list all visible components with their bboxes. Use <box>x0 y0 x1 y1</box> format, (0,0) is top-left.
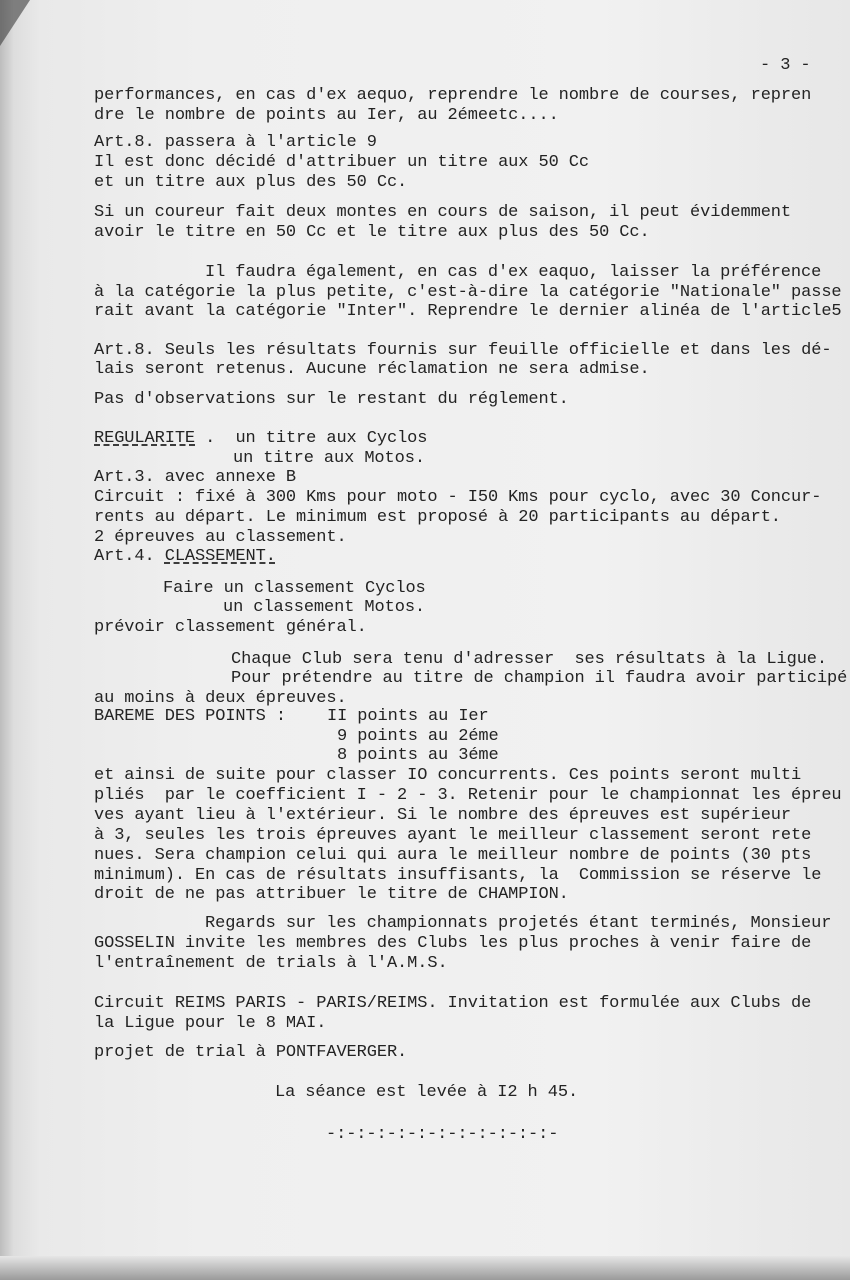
text-line: à 3, seules les trois épreuves ayant le meilleur classement seront rete <box>94 826 812 845</box>
regularite-heading <box>94 429 427 449</box>
text-line: avoir le titre en 50 Cc et le titre aux plus des 50 Cc. <box>94 223 650 242</box>
bareme-row: 8 points au 3éme <box>337 746 499 765</box>
text-line: Circuit : fixé à 300 Kms pour moto - I50 Kms pour cyclo, avec 30 Concur- <box>94 488 822 507</box>
text-line: nues. Sera champion celui qui aura le meilleur nombre de points (30 pts <box>94 846 812 865</box>
text-line: 2 épreuves au classement. <box>94 528 347 547</box>
text-line: Il est donc décidé d'attribuer un titre aux 50 Cc <box>94 153 589 172</box>
text-line: minimum). En cas de résultats insuffisants, la Commission se réserve le <box>94 866 822 885</box>
text-line: rait avant la catégorie "Inter". Reprendre le dernier alinéa de l'article5 <box>94 302 842 321</box>
text-line: droit de ne pas attribuer le titre de CHAMPION. <box>94 885 569 904</box>
text-line: l'entraînement de trials à l'A.M.S. <box>94 954 448 973</box>
text-line: dre le nombre de points au Ier, au 2émeetc.... <box>94 106 559 125</box>
classement-title: CLASSEMENT. <box>164 547 276 566</box>
text-line: Pour prétendre au titre de champion il faudra avoir participé <box>231 669 848 688</box>
bareme-row: II points au Ier <box>327 707 489 726</box>
text-line: prévoir classement général. <box>94 618 367 637</box>
text-line: Art.8. Seuls les résultats fournis sur feuille officielle et dans les dé- <box>94 341 832 360</box>
text-line: GOSSELIN invite les membres des Clubs les plus proches à venir faire de <box>94 934 812 953</box>
text-line: Art.8. passera à l'article 9 <box>94 133 377 152</box>
bareme-heading: BAREME DES POINTS : <box>94 707 286 726</box>
text-line: pliés par le coefficient I - 2 - 3. Retenir pour le championnat les épreu <box>94 786 842 805</box>
text-line: et un titre aux plus des 50 Cc. <box>94 173 408 192</box>
text-line: et ainsi de suite pour classer IO concurrents. Ces points seront multi <box>94 766 802 785</box>
text-line: à la catégorie la plus petite, c'est-à-dire la catégorie "Nationale" passe <box>94 283 842 302</box>
text-line: Faire un classement Cyclos <box>163 579 426 598</box>
page-number: - 3 - <box>760 56 811 75</box>
text-line: la Ligue pour le 8 MAI. <box>94 1014 327 1033</box>
regularite-heading-title: REGULARITE <box>94 429 196 448</box>
text-line: un classement Motos. <box>223 598 426 617</box>
page-bottom-edge <box>0 1256 850 1280</box>
classement-heading <box>94 547 276 567</box>
classement-article: Art.4. <box>94 547 165 566</box>
paper-edge-shadow <box>0 0 14 1280</box>
text-line: performances, en cas d'ex aequo, reprendre le nombre de courses, repren <box>94 86 812 105</box>
text-line: Pas d'observations sur le restant du réglement. <box>94 390 569 409</box>
text-line: Chaque Club sera tenu d'adresser ses résultats à la Ligue. <box>231 650 827 669</box>
regularite-heading-rest: . un titre aux Cyclos <box>195 429 428 448</box>
text-line: un titre aux Motos. <box>233 449 425 468</box>
text-line: au moins à deux épreuves. <box>94 689 347 708</box>
text-line: ves ayant lieu à l'extérieur. Si le nombre des épreuves est supérieur <box>94 806 792 825</box>
text-line: Si un coureur fait deux montes en cours de saison, il peut évidemment <box>94 203 792 222</box>
closing-separator: -:-:-:-:-:-:-:-:-:-:-:- <box>326 1125 559 1144</box>
text-line: Circuit REIMS PARIS - PARIS/REIMS. Invitation est formulée aux Clubs de <box>94 994 812 1013</box>
text-line: lais seront retenus. Aucune réclamation ne sera admise. <box>94 360 650 379</box>
bareme-row: 9 points au 2éme <box>337 727 499 746</box>
text-line: Il faudra également, en cas d'ex eaquo, laisser la préférence <box>205 263 822 282</box>
text-line: Art.3. avec annexe B <box>94 468 297 487</box>
text-line: projet de trial à PONTFAVERGER. <box>94 1043 408 1062</box>
text-line: rents au départ. Le minimum est proposé à 20 participants au départ. <box>94 508 781 527</box>
closing-line: La séance est levée à I2 h 45. <box>275 1083 579 1102</box>
text-line: Regards sur les championnats projetés étant terminés, Monsieur <box>205 914 832 933</box>
